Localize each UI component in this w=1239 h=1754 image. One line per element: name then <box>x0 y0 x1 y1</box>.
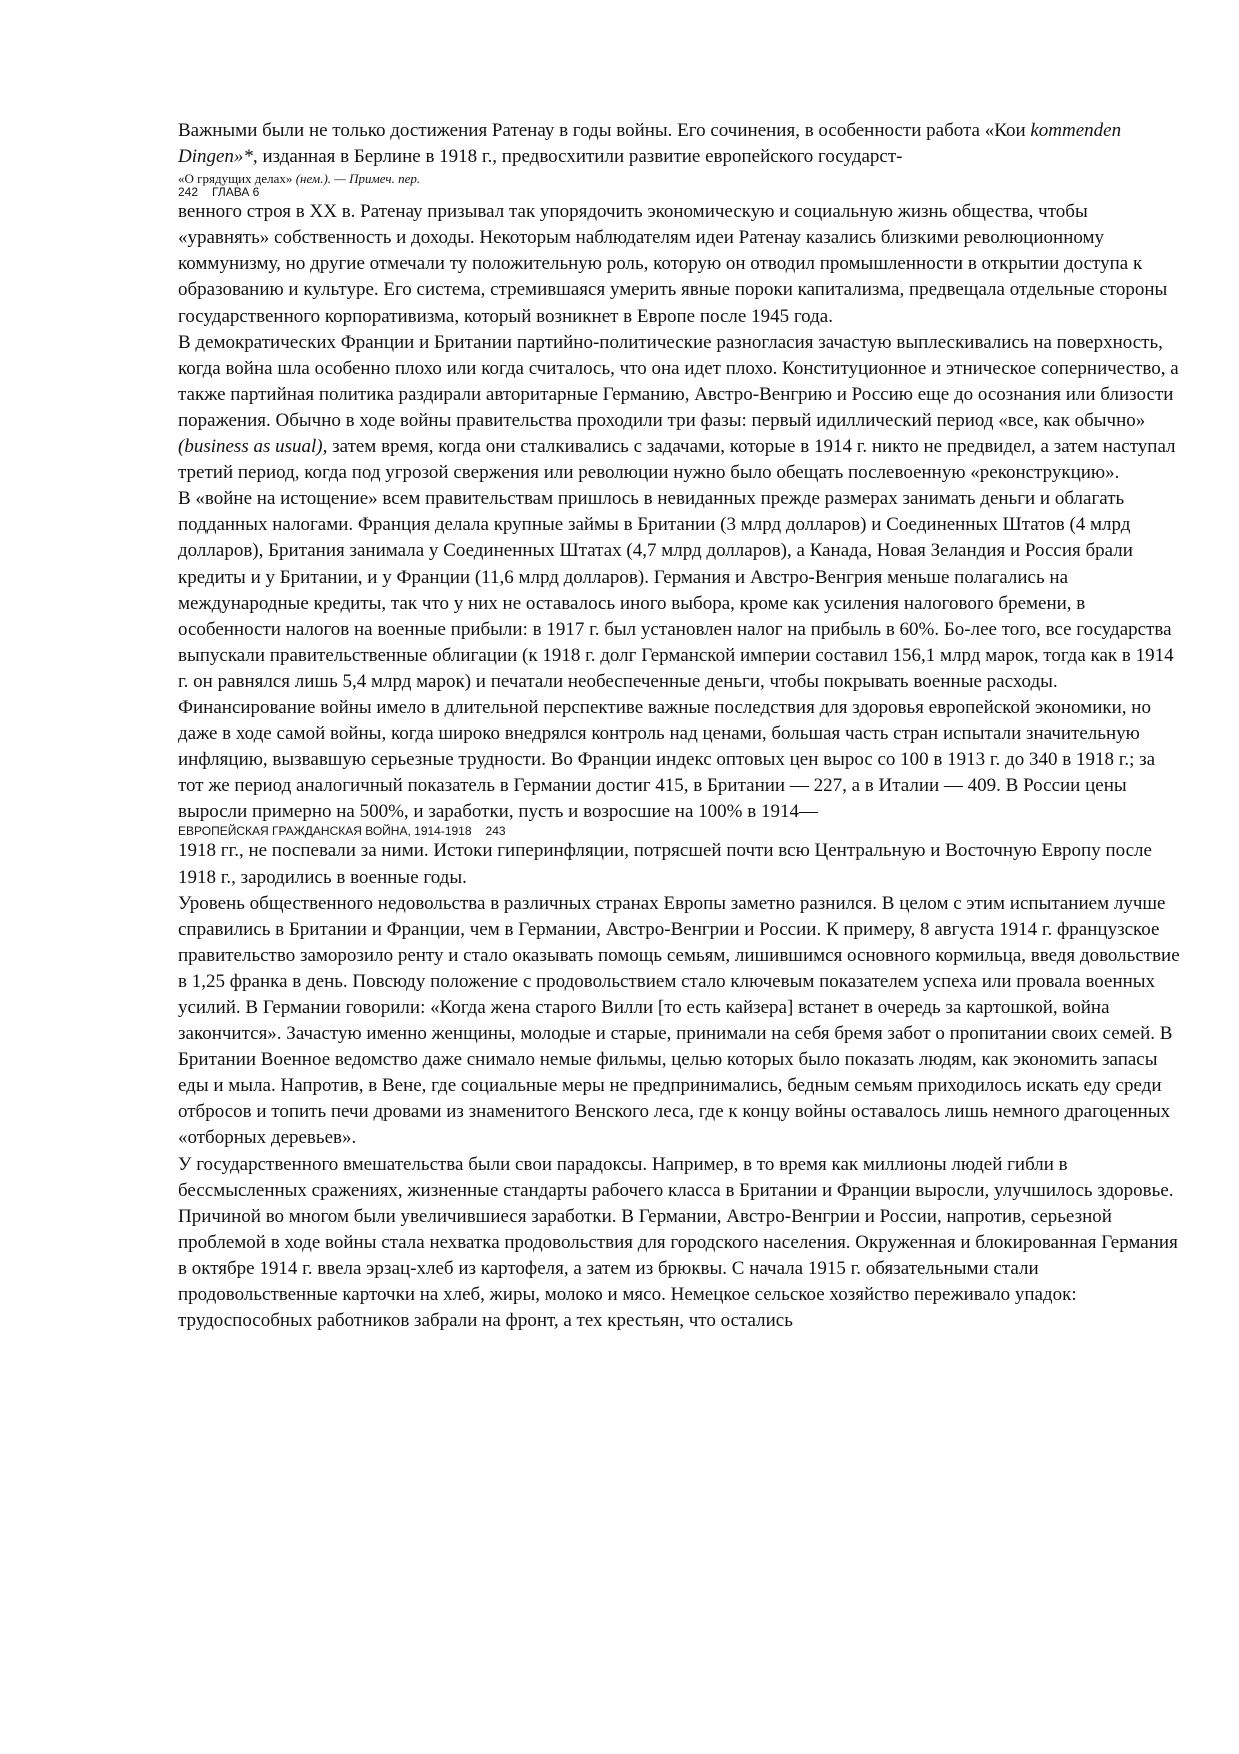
page-number: 243 <box>485 824 506 839</box>
paragraph-text: Важными были не только достижения Ратенау в годы войны. Его сочинения, в особенности работа «Кои <box>178 120 1031 141</box>
paragraph-inflation: Финансирование войны имело в длительной перспективе важные последствия для здоровья европейской экономики, но даже в ходе самой войны, когда широко внедрялся контроль над ценами, большая часть стран испытали значительную инфляцию, вызвавшую серьезные трудности. Во Франции индекс оптовых цен вырос со 100 в 1913 г. до 340 в 1918 г.; за тот же период аналогичный показатель в Германии достиг 415, в Британии — 227, а в Италии — 409. В России цены выросли примерно на 500%, и заработки, пусть и возросшие на 100% в 1914— <box>178 696 1156 823</box>
paragraph-text: изданная в Берлине в 1918 г., предвосхитили развитие европейского государст- <box>257 146 903 168</box>
paragraph-hyperinflation: 1918 гг., не поспевали за ними. Истоки гиперинфляции, потрясшей почти всю Центральную и Восточную Европу после 1918 г., зародились в военные годы. <box>178 840 1152 888</box>
paragraph-war-finance: В «войне на истощение» всем правительствам пришлось в невиданных прежде размерах занимать деньги и облагать подданных налогами. Франция делала крупные займы в Британии (3 млрд долларов) и Соединенных Штатов (4 млрд долларов), Британия занимала у Соединенных Штатах (4,7 млрд долларов), а Канада, Новая Зеландия и Россия брали кредиты и у Британии, и у Франции (11,6 млрд долларов). Германия и Австро-Венгрия меньше полагались на международные кредиты, так что у них не оставалось иного выбора, кроме как усиления налогового бремени, в особенности налогов на военные прибыли: в 1917 г. был установлен налог на прибыль в 60%. Бо-лее того, все государства выпускали правительственные облигации (к 1918 г. долг Германской империи составил 156,1 млрд марок, тогда как в 1914 г. он равнялся лишь 5,4 млрд марок) и печатали необеспеченные деньги, чтобы покрывать военные расходы. <box>178 488 1174 692</box>
italic-phrase: (business as usual), <box>178 436 328 458</box>
paragraph-paradoxes: У государственного вмешательства были свои парадоксы. Например, в то время как миллионы людей гибли в бессмысленных сражениях, жизненные стандарты рабочего класса в Британии и Франции выросли, улучшилось здоровье. Причиной во многом были увеличившиеся заработки. В Германии, Австро-Венгрии и России, напротив, серьезной проблемой в ходе войны стала нехватка продовольствия для городского населения. Окруженная и блокированная Германия в октябре 1914 г. ввела эрзац-хлеб из картофеля, а затем из брюквы. С начала 1915 г. обязательными стали продовольственные карточки на хлеб, жиры, молоко и мясо. Немецкое сельское хозяйство переживало упадок: трудоспособных работников забрали на фронт, а тех крестьян, что остались <box>178 1153 1178 1332</box>
running-head-242 <box>178 186 1183 199</box>
footnote-italic: (нем.). — Примеч. пер. <box>295 171 421 187</box>
paragraph-social-discontent: Уровень общественного недовольства в различных странах Европы заметно разнился. В целом с этим испытанием лучше справились в Британии и Франции, чем в Германии, Австро-Венгрии и России. К примеру, 8 августа 1914 г. французское правительство заморозило ренту и стало оказывать помощь семьям, лишившимся основного кормильца, введя довольствие в 1,25 франка в день. Повсюду положение с продовольствием стало ключевым показателем успеха или провала военных усилий. В Германии говорили: «Когда жена старого Вилли [то есть кайзера] встанет в очередь за картошкой, война закончится». Зачастую именно женщины, молодые и старые, принимали на себя бремя забот о пропитании своих семей. В Британии Военное ведомство даже снимало немые фильмы, целью которых было показать людям, как экономить запасы еды и мыла. Напротив, в Вене, где социальные меры не предпринимались, бедным семьям приходилось искать еду среди отбросов и топить печи дровами из знаменитого Венского леса, где к концу войны оставалось лишь немного драгоценных «отборных деревьев». <box>178 892 1180 1149</box>
paragraph-rathenau-works <box>178 118 1183 170</box>
paragraph-text: В демократических Франции и Британии партийно-политические разногласия зачастую выплескивались на поверхность, когда война шла особенно плохо или когда считалось, что она идет плохо. Конституционное и этническое соперничество, а также партийная политика раздирали авторитарные Германию, Австро-Венгрию и Россию еще до осознания или близости поражения. Обычно в ходе войны правительства проходили три фазы: первый идиллический период «все, как обычно» <box>178 331 1179 431</box>
footnote <box>178 171 1183 186</box>
paragraph-state-structure: венного строя в XX в. Ратенау призывал так упорядочить экономическую и социальную жизнь общества, чтобы «уравнять» собственность и доходы. Некоторым наблюдателям идеи Ратенау казались близкими революционному коммунизму, но другие отмечали ту положительную роль, которую он отводил промышленности в открытии доступа к образованию и культуре. Его система, стремившаяся умерить явные пороки капитализма, предвещала отдельные стороны государственного корпоративизма, который возникнет в Европе после 1945 года. <box>178 201 1168 327</box>
chapter-title: ГЛАВА 6 <box>212 185 260 200</box>
page-number: 242 <box>178 185 199 200</box>
paragraph-democracies <box>178 330 1183 487</box>
chapter-title: ЕВРОПЕЙСКАЯ ГРАЖДАНСКАЯ ВОЙНА, 1914-1918 <box>178 824 472 839</box>
paragraph-text: затем время, когда они сталкивались с задачами, которые в 1914 г. никто не предвидел, а затем наступал третий период, когда под угрозой свержения или революции нужно было обещать послевоенную «реконструкцию». <box>178 436 1176 484</box>
footnote-text: «О грядущих делах» <box>178 171 296 187</box>
document-page <box>178 118 1183 1334</box>
running-head-243 <box>178 825 1183 838</box>
italic-title: kommenden Dingen»*, <box>178 120 1122 168</box>
